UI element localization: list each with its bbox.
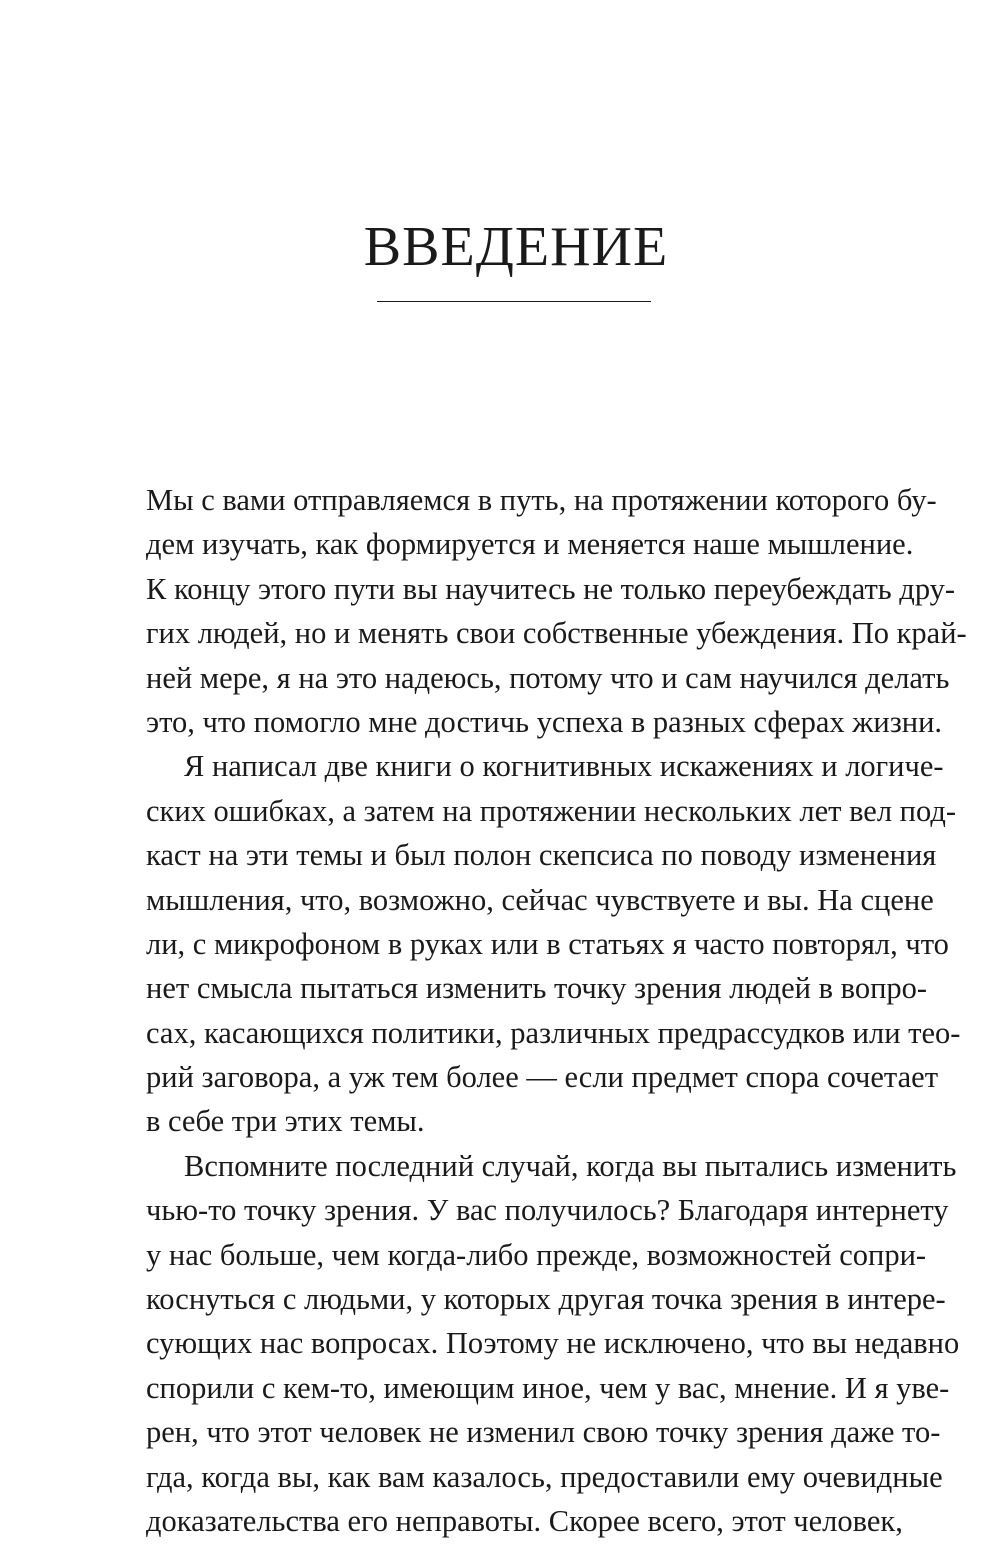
title-underline (377, 301, 651, 302)
text-line: ских ошибках, а затем на протяжении нескольких лет вел под- (146, 793, 957, 828)
text-line: Мы с вами отправляемся в путь, на протяжении которого бу- (146, 483, 937, 517)
text-line: у нас больше, чем когда-либо прежде, возможностей сопри- (146, 1237, 927, 1272)
text-line: спорили с кем-то, имеющим иное, чем у вас, мнение. И я уве- (146, 1370, 950, 1405)
text-line: доказательства его неправоты. Скорее всего, этот человек, (146, 1503, 903, 1538)
text-line: гда, когда вы, как вам казалось, предоставили ему очевидные (146, 1459, 943, 1494)
text-line: дем изучать, как формируется и меняется наше мышление. (146, 527, 914, 562)
text-line: гих людей, но и менять свои собственные убеждения. По край- (146, 616, 967, 651)
chapter-title: ВВЕДЕНИЕ (363, 216, 669, 278)
text-line: это, что помогло мне достичь успеха в разных сферах жизни. (146, 704, 943, 739)
text-line: Вспомните последний случай, когда вы пытались изменить (184, 1148, 957, 1183)
text-line: каст на эти темы и был полон скепсиса по поводу изменения (146, 838, 937, 873)
text-line: рен, что этот человек не изменил свою точку зрения даже то- (146, 1415, 941, 1450)
body-text (146, 478, 967, 1543)
text-line: сах, касающихся политики, различных предрассудков или тео- (146, 1015, 961, 1050)
text-line: рий заговора, а уж тем более — если предмет спора сочетает (146, 1060, 939, 1095)
text-line: ней мере, я на это надеюсь, потому что и сам научился делать (146, 660, 950, 695)
text-line: чью-то точку зрения. У вас получилось? Благодаря интернету (146, 1193, 949, 1228)
text-line: в себе три этих темы. (146, 1104, 425, 1139)
text-line: Я написал две книги о когнитивных искажениях и логиче- (184, 749, 944, 784)
text-line: сующих нас вопросах. Поэтому не исключено, что вы недавно (146, 1326, 960, 1361)
text-line: ли, с микрофоном в руках или в статьях я часто повторял, что (146, 926, 949, 961)
text-line: нет смысла пытаться изменить точку зрения людей в вопро- (146, 971, 928, 1006)
text-line: коснуться с людьми, у которых другая точка зрения в интере- (146, 1282, 946, 1317)
text-line: мышления, что, возможно, сейчас чувствуете и вы. На сцене (146, 882, 934, 917)
text-line: К концу этого пути вы научитесь не только переубеждать дру- (146, 571, 956, 606)
